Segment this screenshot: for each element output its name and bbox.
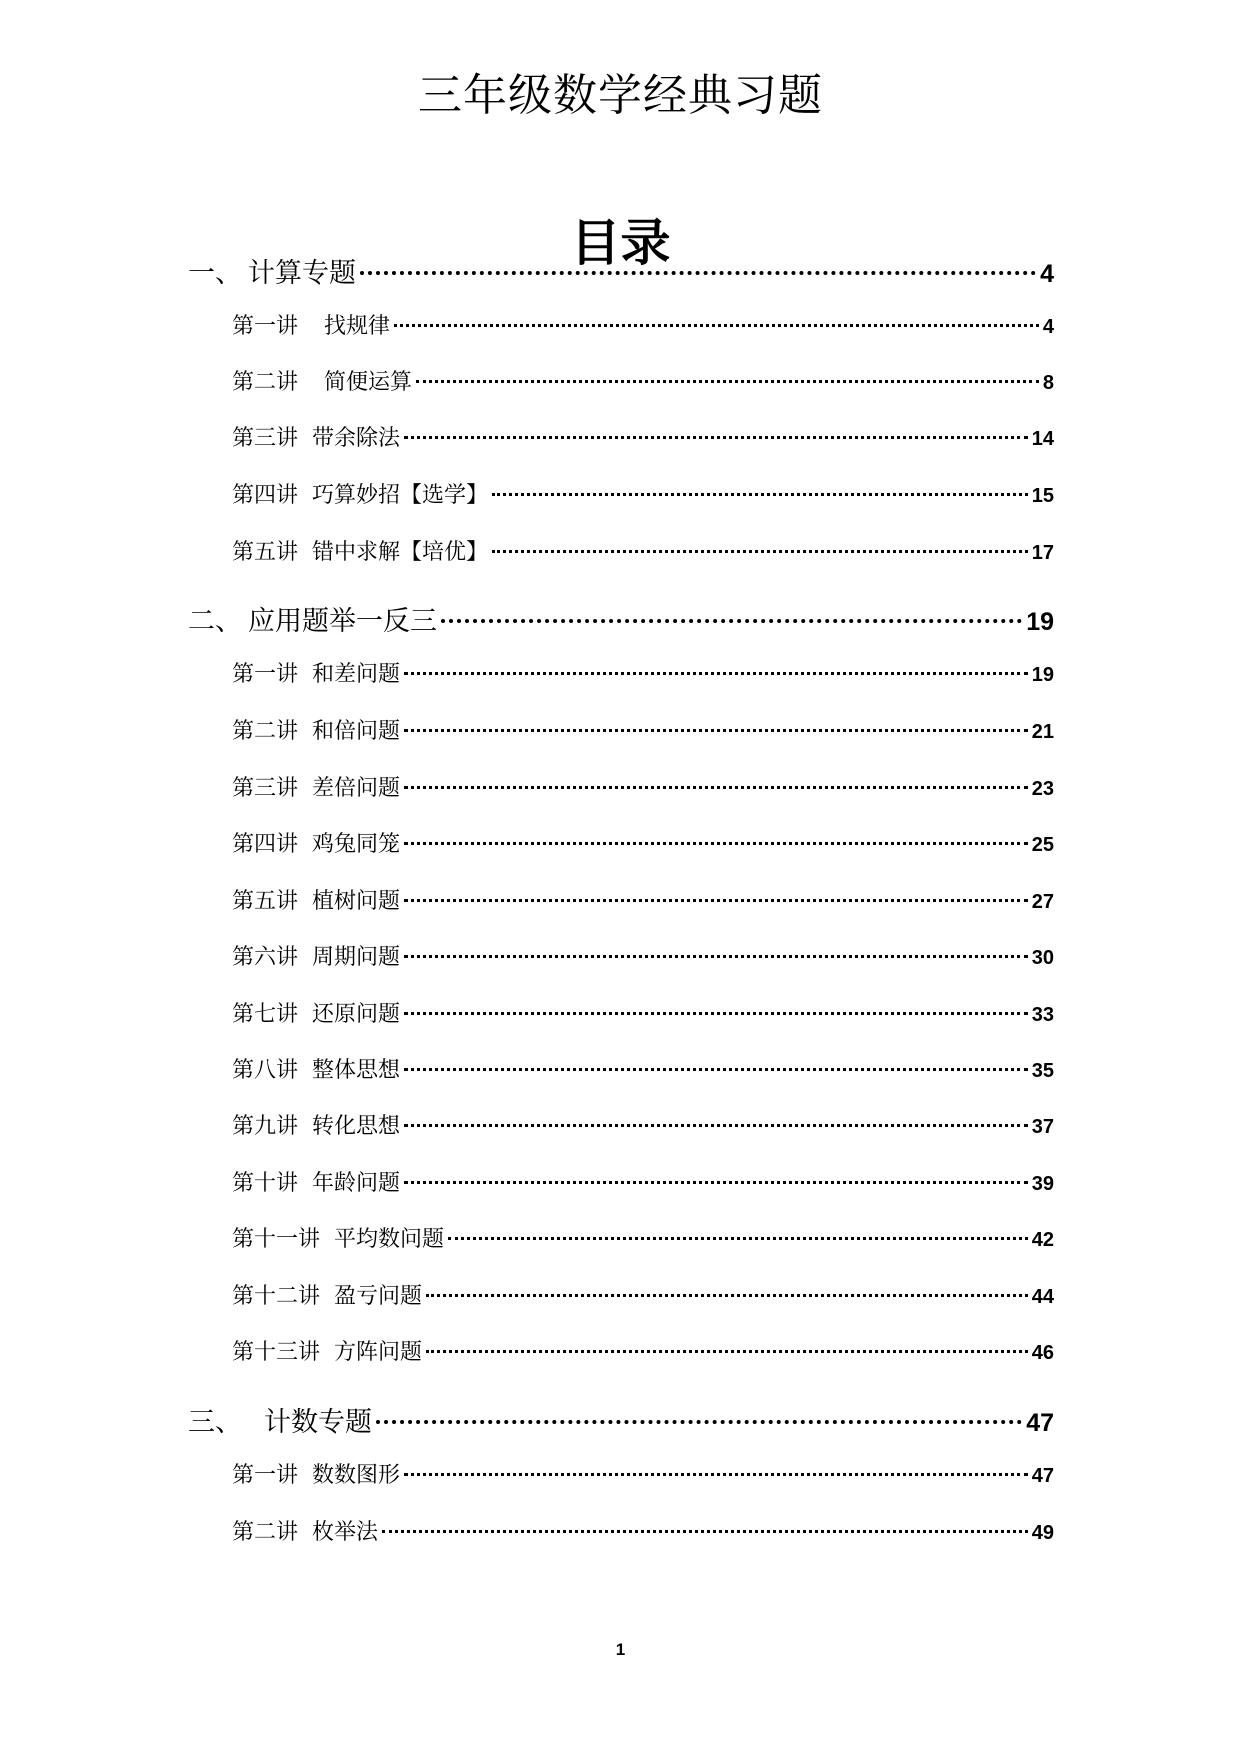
toc-page-number: 33 (1031, 1004, 1054, 1026)
toc-lecture-number: 第二讲 (232, 370, 299, 395)
toc-heading: 目录 (570, 214, 671, 272)
toc-entry[interactable] (232, 772, 1054, 806)
toc-lecture-number: 第一讲 (232, 662, 299, 687)
toc-section-word-problems[interactable] (188, 602, 1054, 642)
toc-entry-label: 和倍问题 (312, 719, 401, 744)
toc-entry[interactable] (232, 828, 1054, 862)
dot-leader (404, 842, 1028, 845)
toc-section-label: 应用题举一反三 (248, 606, 437, 637)
dot-leader (404, 729, 1028, 732)
toc-entry[interactable] (232, 715, 1054, 749)
dot-leader (404, 899, 1028, 902)
toc-entry[interactable] (232, 1223, 1054, 1257)
toc-entry-label: 和差问题 (312, 662, 401, 687)
toc-lecture-number: 第五讲 (232, 540, 299, 565)
toc-entry[interactable] (232, 479, 1054, 513)
toc-entry-label: 鸡兔同笼 (312, 832, 401, 857)
toc-section-number: 一、 (188, 258, 242, 289)
toc-page-number: 4 (1042, 316, 1054, 338)
toc-entry-label: 简便运算 (324, 370, 413, 395)
toc-page-number: 42 (1031, 1229, 1054, 1251)
dot-leader (492, 550, 1028, 553)
toc-entry-label: 错中求解【培优】 (312, 540, 489, 565)
toc-page-number: 14 (1031, 428, 1054, 450)
toc-section-label: 计算专题 (248, 258, 356, 289)
toc-section-counting[interactable] (188, 1403, 1054, 1443)
dot-leader (448, 1237, 1028, 1240)
toc-page-number: 21 (1031, 721, 1054, 743)
toc-lecture-number: 第一讲 (232, 314, 299, 339)
toc-entry[interactable] (232, 1459, 1054, 1493)
toc-lecture-number: 第十一讲 (232, 1227, 321, 1252)
dot-leader (394, 324, 1039, 327)
toc-section-label: 计数专题 (264, 1407, 372, 1438)
toc-entry-label: 盈亏问题 (334, 1284, 423, 1309)
toc-page-number: 4 (1040, 260, 1054, 288)
toc-entry[interactable] (232, 998, 1054, 1032)
dot-leader (492, 493, 1028, 496)
toc-entry[interactable] (232, 310, 1054, 344)
toc-entry-label: 找规律 (324, 314, 391, 339)
toc-page-number: 8 (1042, 372, 1054, 394)
toc-page-number: 27 (1031, 891, 1054, 913)
toc-entry[interactable] (232, 941, 1054, 975)
toc-page-number: 47 (1031, 1465, 1054, 1487)
toc-entry-label: 周期问题 (312, 945, 401, 970)
toc-page-number: 17 (1031, 542, 1054, 564)
toc-lecture-number: 第一讲 (232, 1463, 299, 1488)
toc-section-number: 三、 (188, 1407, 242, 1438)
dot-leader (404, 436, 1028, 439)
toc-entry[interactable] (232, 1110, 1054, 1144)
dot-leader (416, 380, 1039, 383)
page-number: 1 (615, 1640, 626, 1659)
toc-entry[interactable] (232, 422, 1054, 456)
toc-page-number: 47 (1026, 1409, 1054, 1437)
toc-page-number: 44 (1031, 1286, 1054, 1308)
toc-entry-label: 枚举法 (312, 1520, 379, 1545)
toc-lecture-number: 第七讲 (232, 1002, 299, 1027)
dot-leader (404, 786, 1028, 789)
toc-lecture-number: 第四讲 (232, 832, 299, 857)
dot-leader (404, 1068, 1028, 1071)
toc-page-number: 30 (1031, 947, 1054, 969)
toc-entry-label: 差倍问题 (312, 776, 401, 801)
toc-entry-label: 整体思想 (312, 1058, 401, 1083)
toc-entry[interactable] (232, 366, 1054, 400)
dot-leader (426, 1350, 1028, 1353)
dot-leader (426, 1294, 1028, 1297)
toc-page-number: 37 (1031, 1116, 1054, 1138)
toc-page-number: 25 (1031, 834, 1054, 856)
dot-leader (441, 619, 1022, 623)
toc-lecture-number: 第二讲 (232, 1520, 299, 1545)
toc-entry-label: 还原问题 (312, 1002, 401, 1027)
toc-lecture-number: 第十三讲 (232, 1340, 321, 1365)
dot-leader (382, 1530, 1028, 1533)
toc-page-number: 49 (1031, 1522, 1054, 1544)
toc-lecture-number: 第十二讲 (232, 1284, 321, 1309)
toc-lecture-number: 第三讲 (232, 426, 299, 451)
dot-leader (404, 1181, 1028, 1184)
toc-lecture-number: 第六讲 (232, 945, 299, 970)
toc-section-number: 二、 (188, 606, 242, 637)
toc-entry-label: 年龄问题 (312, 1171, 401, 1196)
toc-entry[interactable] (232, 658, 1054, 692)
toc-entry-label: 方阵问题 (334, 1340, 423, 1365)
dot-leader (404, 672, 1028, 675)
document-title: 三年级数学经典习题 (418, 70, 823, 121)
dot-leader (404, 1473, 1028, 1476)
toc-page-number: 19 (1031, 664, 1054, 686)
dot-leader (404, 1012, 1028, 1015)
dot-leader (376, 1420, 1022, 1424)
toc-page-number: 23 (1031, 778, 1054, 800)
dot-leader (404, 955, 1028, 958)
toc-entry[interactable] (232, 1054, 1054, 1088)
toc-lecture-number: 第九讲 (232, 1114, 299, 1139)
toc-entry-label: 数数图形 (312, 1463, 401, 1488)
toc-lecture-number: 第五讲 (232, 889, 299, 914)
toc-entry-label: 转化思想 (312, 1114, 401, 1139)
toc-entry[interactable] (232, 1516, 1054, 1550)
toc-entry[interactable] (232, 1280, 1054, 1314)
dot-leader (360, 271, 1036, 275)
toc-entry[interactable] (232, 885, 1054, 919)
toc-page-number: 35 (1031, 1060, 1054, 1082)
toc-lecture-number: 第十讲 (232, 1171, 299, 1196)
toc-page-number: 19 (1026, 608, 1054, 636)
toc-page-number: 39 (1031, 1173, 1054, 1195)
toc-lecture-number: 第三讲 (232, 776, 299, 801)
toc-section-computation[interactable] (188, 254, 1054, 294)
toc-entry[interactable] (232, 536, 1054, 570)
toc-lecture-number: 第四讲 (232, 483, 299, 508)
toc-page-number: 15 (1031, 485, 1054, 507)
toc-page-number: 46 (1031, 1342, 1054, 1364)
dot-leader (404, 1124, 1028, 1127)
toc-entry-label: 平均数问题 (334, 1227, 445, 1252)
toc-lecture-number: 第八讲 (232, 1058, 299, 1083)
toc-entry-label: 植树问题 (312, 889, 401, 914)
toc-lecture-number: 第二讲 (232, 719, 299, 744)
toc-entry-label: 巧算妙招【选学】 (312, 483, 489, 508)
toc-entry[interactable] (232, 1336, 1054, 1370)
toc-entry[interactable] (232, 1167, 1054, 1201)
toc-entry-label: 带余除法 (312, 426, 401, 451)
